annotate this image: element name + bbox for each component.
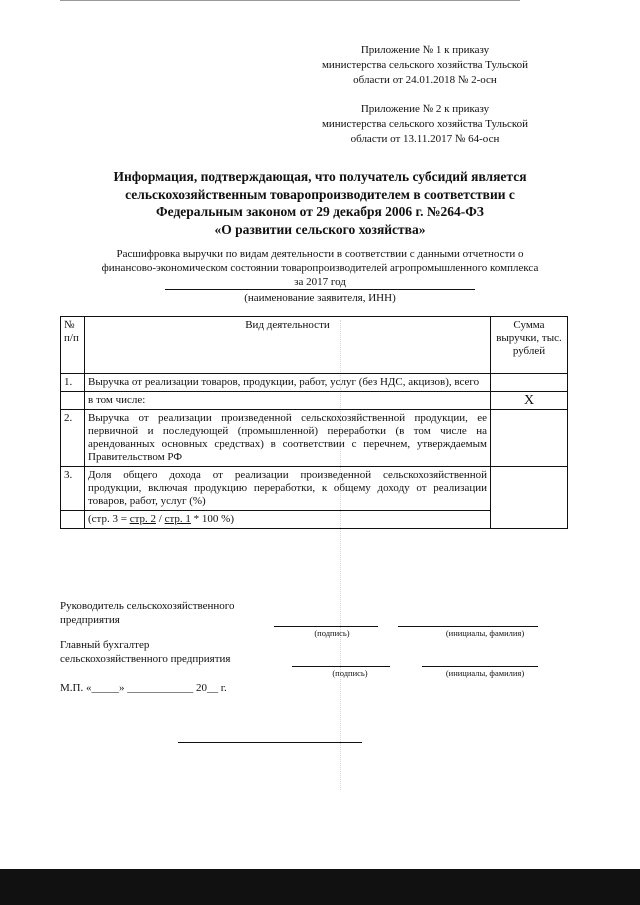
head-line1: Руководитель сельскохозяйственного (60, 600, 235, 612)
row-text: Выручка от реализации произведенной сельскохозяйственной продукции, ее первичной и последующей (промышленной) переработки (в том числе на арендованных основных средствах) в соответствии с перечнем, утверждаемым Правительством РФ (85, 410, 491, 467)
accountant-signature-label (60, 638, 290, 666)
head-signature-caption: (подпись) (314, 628, 350, 638)
formula-ref2: стр. 1 (164, 513, 191, 525)
accountant-line2: сельскохозяйственного предприятия (60, 653, 231, 665)
subtitle-line1: Расшифровка выручки по видам деятельности в соответствии с данными отчетности о (116, 248, 524, 260)
table-row (61, 467, 568, 511)
accountant-signature-line (292, 666, 390, 667)
title-line3: Федеральным законом от 29 декабря 2006 г. №264-ФЗ (156, 204, 484, 219)
subtitle-line3: за 2017 год (294, 276, 346, 288)
head-line2: предприятия (60, 614, 120, 626)
applicant-caption: (наименование заявителя, ИНН) (165, 289, 475, 304)
head-signature-label (60, 599, 280, 627)
scan-top-edge (60, 0, 520, 1)
table-header-row (61, 317, 568, 374)
row-num: 1. (61, 374, 85, 392)
formula-suffix: * 100 %) (190, 513, 234, 525)
document-subtitle (60, 247, 580, 289)
table-row (61, 392, 568, 410)
stamp-date-line: М.П. «_____» ____________ 20__ г. (60, 682, 227, 694)
head-initials-line (398, 626, 538, 627)
accountant-initials-caption: (инициалы, фамилия) (445, 668, 525, 678)
row-num (61, 392, 85, 410)
row-text: Выручка от реализации товаров, продукции, работ, услуг (без НДС, акцизов), всего (85, 374, 491, 392)
accountant-line1: Главный бухгалтер (60, 639, 150, 651)
formula-prefix: (стр. 3 = (88, 513, 130, 525)
bottom-rule (178, 742, 362, 743)
formula-text (85, 511, 491, 529)
row-text: Доля общего дохода от реализации произведенной сельскохозяйственной продукции, включая продукцию переработки, к общему доходу от реализации товаров, работ, услуг (%) (85, 467, 491, 511)
row-sum (491, 467, 568, 529)
row-text: в том числе: (85, 392, 491, 410)
table-row (61, 410, 568, 467)
appendix-2-line1: Приложение № 2 к приказу (360, 103, 490, 115)
row-sum (491, 410, 568, 467)
subtitle-line2: финансово-экономическом состоянии товаропроизводителей агропромышленного комплекса (101, 262, 539, 274)
formula-mid: / (156, 513, 165, 525)
accountant-signature-caption: (подпись) (332, 668, 368, 678)
head-signature-line (274, 626, 378, 627)
header-num: № п/п (61, 317, 85, 374)
accountant-initials-line (422, 666, 538, 667)
title-line1: Информация, подтверждающая, что получатель субсидий является (113, 169, 527, 184)
title-line4: «О развитии сельского хозяйства» (214, 221, 426, 237)
formula-ref1: стр. 2 (129, 513, 157, 525)
row-num: 2. (61, 410, 85, 467)
appendix-1-line2: министерства сельского хозяйства Тульской (321, 59, 529, 71)
row-sum: X (491, 392, 568, 410)
appendix-1 (300, 43, 550, 88)
revenue-table (60, 316, 568, 529)
row-num: 3. (61, 467, 85, 511)
appendix-2-line2: министерства сельского хозяйства Тульской (321, 118, 529, 130)
appendix-1-line3: области от 24.01.2018 № 2-осн (353, 74, 497, 86)
formula-num (61, 511, 85, 529)
document-title (78, 168, 562, 238)
table-row (61, 374, 568, 392)
row-sum (491, 374, 568, 392)
header-activity: Вид деятельности (85, 317, 491, 374)
appendix-2-line3: области от 13.11.2017 № 64-осн (350, 133, 500, 145)
appendix-1-line1: Приложение № 1 к приказу (360, 44, 490, 56)
header-sum: Сумма выручки, тыс. рублей (491, 317, 568, 374)
head-initials-caption: (инициалы, фамилия) (445, 628, 525, 638)
title-line2: сельскохозяйственным товаропроизводителем в соответствии с (125, 186, 515, 202)
scan-bottom-edge (0, 869, 640, 905)
appendix-2 (300, 102, 550, 147)
